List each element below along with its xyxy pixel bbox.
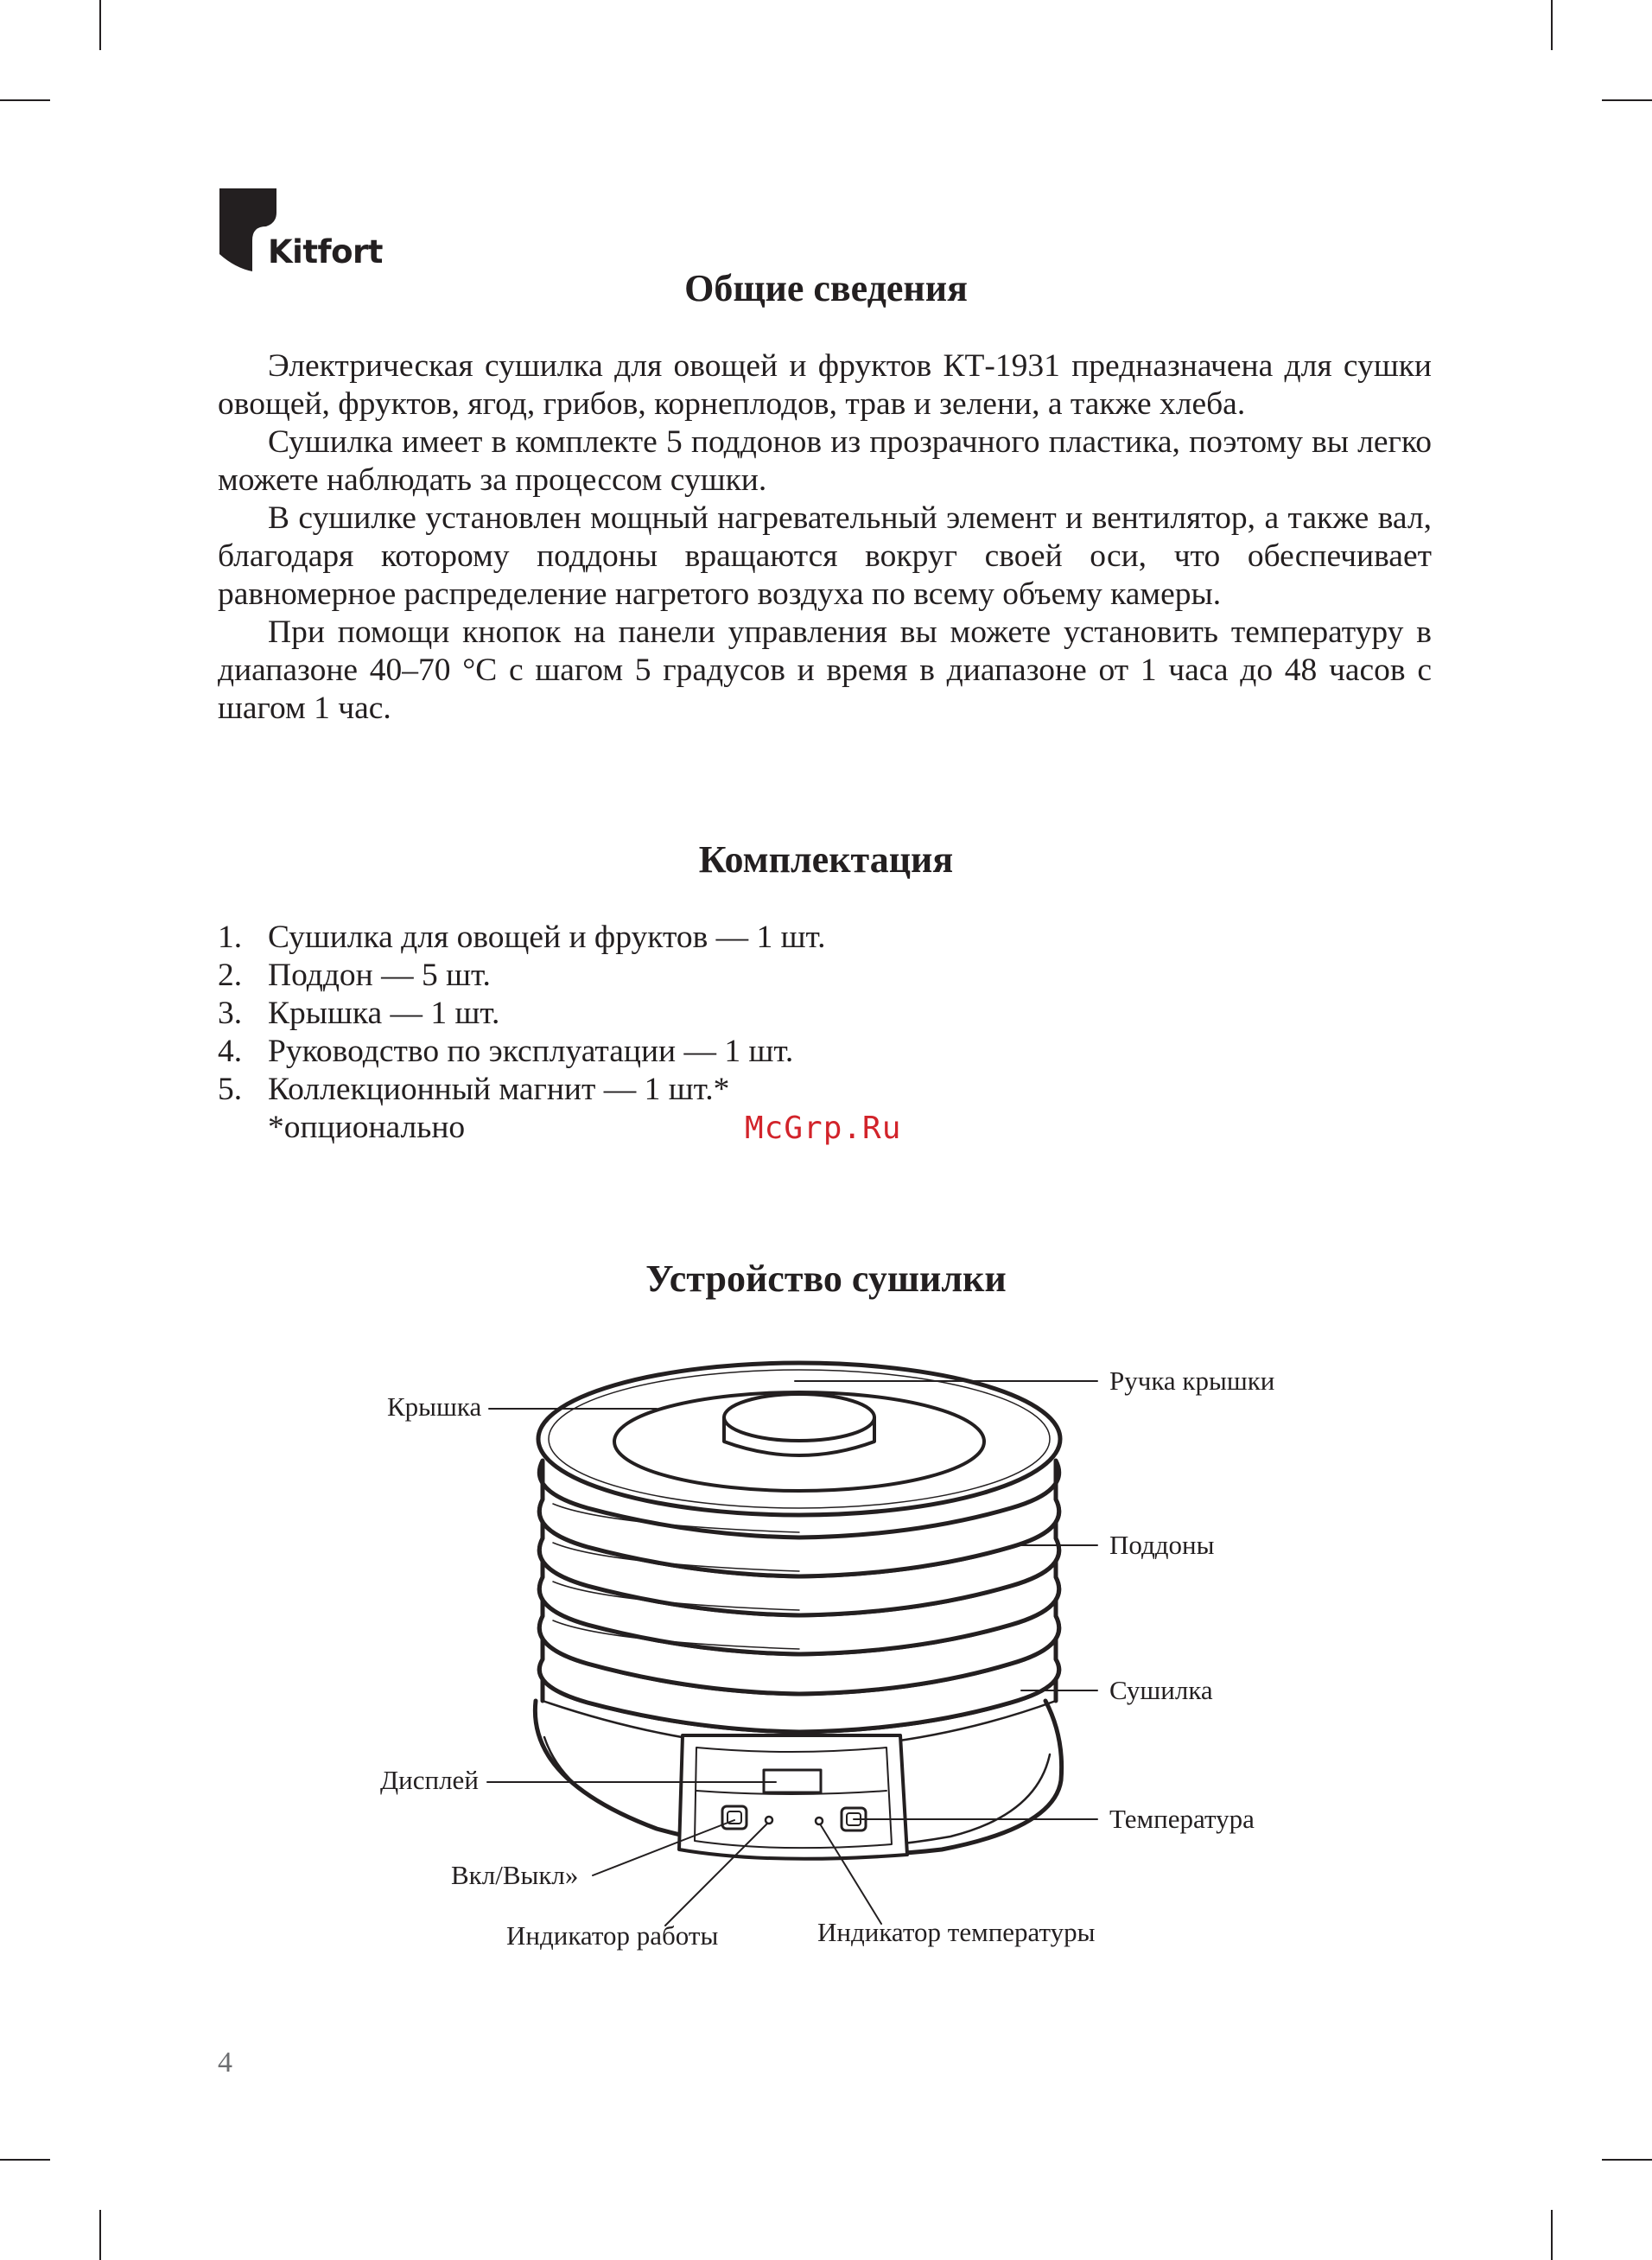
- label-trays: Поддоны: [1109, 1530, 1215, 1560]
- list-item: [218, 995, 826, 1033]
- label-temperature: Температура: [1109, 1804, 1255, 1834]
- label-lid-handle: Ручка крышки: [1109, 1366, 1275, 1396]
- list-number: 4.: [218, 1034, 243, 1069]
- crop-mark: [0, 2159, 50, 2161]
- paragraph: При помощи кнопок на панели управления вы можете установить температуру в диапазоне 40–70 °С с шагом 5 градусов и время в диапазоне от 1 часа до 48 часов с шагом 1 час.: [218, 614, 1432, 726]
- label-display: Дисплей: [380, 1765, 479, 1795]
- watermark: McGrp.Ru: [745, 1111, 902, 1146]
- crop-mark: [1551, 2210, 1553, 2260]
- dryer-illustration: [0, 1331, 1652, 1970]
- general-text: [218, 347, 1432, 728]
- crop-mark: [99, 0, 101, 50]
- list-number: 3.: [218, 996, 243, 1031]
- list-item: [218, 1033, 826, 1071]
- list-text: Поддон — 5 шт.: [268, 958, 491, 993]
- brand-name: Kitfort: [268, 233, 383, 271]
- paragraph: Электрическая сушилка для овощей и фруктов КТ-1931 предназначена для сушки овощей, фруктов, ягод, грибов, корнеплодов, трав и зелени, а также хлеба.: [218, 348, 1432, 422]
- list-text: Крышка — 1 шт.: [268, 996, 500, 1031]
- page-number: 4: [218, 2047, 232, 2079]
- device-title: Устройство сушилки: [645, 1257, 1007, 1300]
- label-power: Вкл/Выкл»: [451, 1860, 579, 1890]
- general-title: Общие сведения: [684, 267, 968, 309]
- label-work-indicator: Индикатор работы: [506, 1920, 719, 1951]
- label-lid: Крышка: [387, 1391, 482, 1422]
- crop-mark: [99, 2210, 101, 2260]
- list-item: [218, 919, 826, 957]
- kit-note: *опционально: [268, 1110, 466, 1145]
- kit-title: Комплектация: [698, 838, 954, 881]
- crop-mark: [1602, 99, 1652, 101]
- list-item: [218, 957, 826, 995]
- list-number: 1.: [218, 920, 243, 955]
- list-text: Коллекционный магнит — 1 шт.*: [268, 1072, 730, 1107]
- list-text: Сушилка для овощей и фруктов — 1 шт.: [268, 920, 826, 955]
- list-number: 2.: [218, 958, 243, 993]
- kitfort-logo: [218, 188, 382, 271]
- list-text: Руководство по эксплуатации — 1 шт.: [268, 1034, 794, 1069]
- dryer-diagram: [0, 1331, 1652, 1970]
- label-temp-indicator: Индикатор температуры: [817, 1917, 1096, 1947]
- label-dryer: Сушилка: [1109, 1675, 1213, 1705]
- paragraph: В сушилке установлен мощный нагревательный элемент и вентилятор, а также вал, благодаря которому поддоны вращаются вокруг своей оси, что обеспечивает равномерное распределение нагретого воздуха по всему объему камеры.: [218, 500, 1432, 612]
- crop-mark: [1551, 0, 1553, 50]
- list-item: [218, 1071, 826, 1109]
- paragraph: Сушилка имеет в комплекте 5 поддонов из прозрачного пластика, поэтому вы легко можете наблюдать за процессом сушки.: [218, 424, 1432, 498]
- kit-list: [218, 919, 826, 1109]
- list-number: 5.: [218, 1072, 243, 1107]
- crop-mark: [0, 99, 50, 101]
- crop-mark: [1602, 2159, 1652, 2161]
